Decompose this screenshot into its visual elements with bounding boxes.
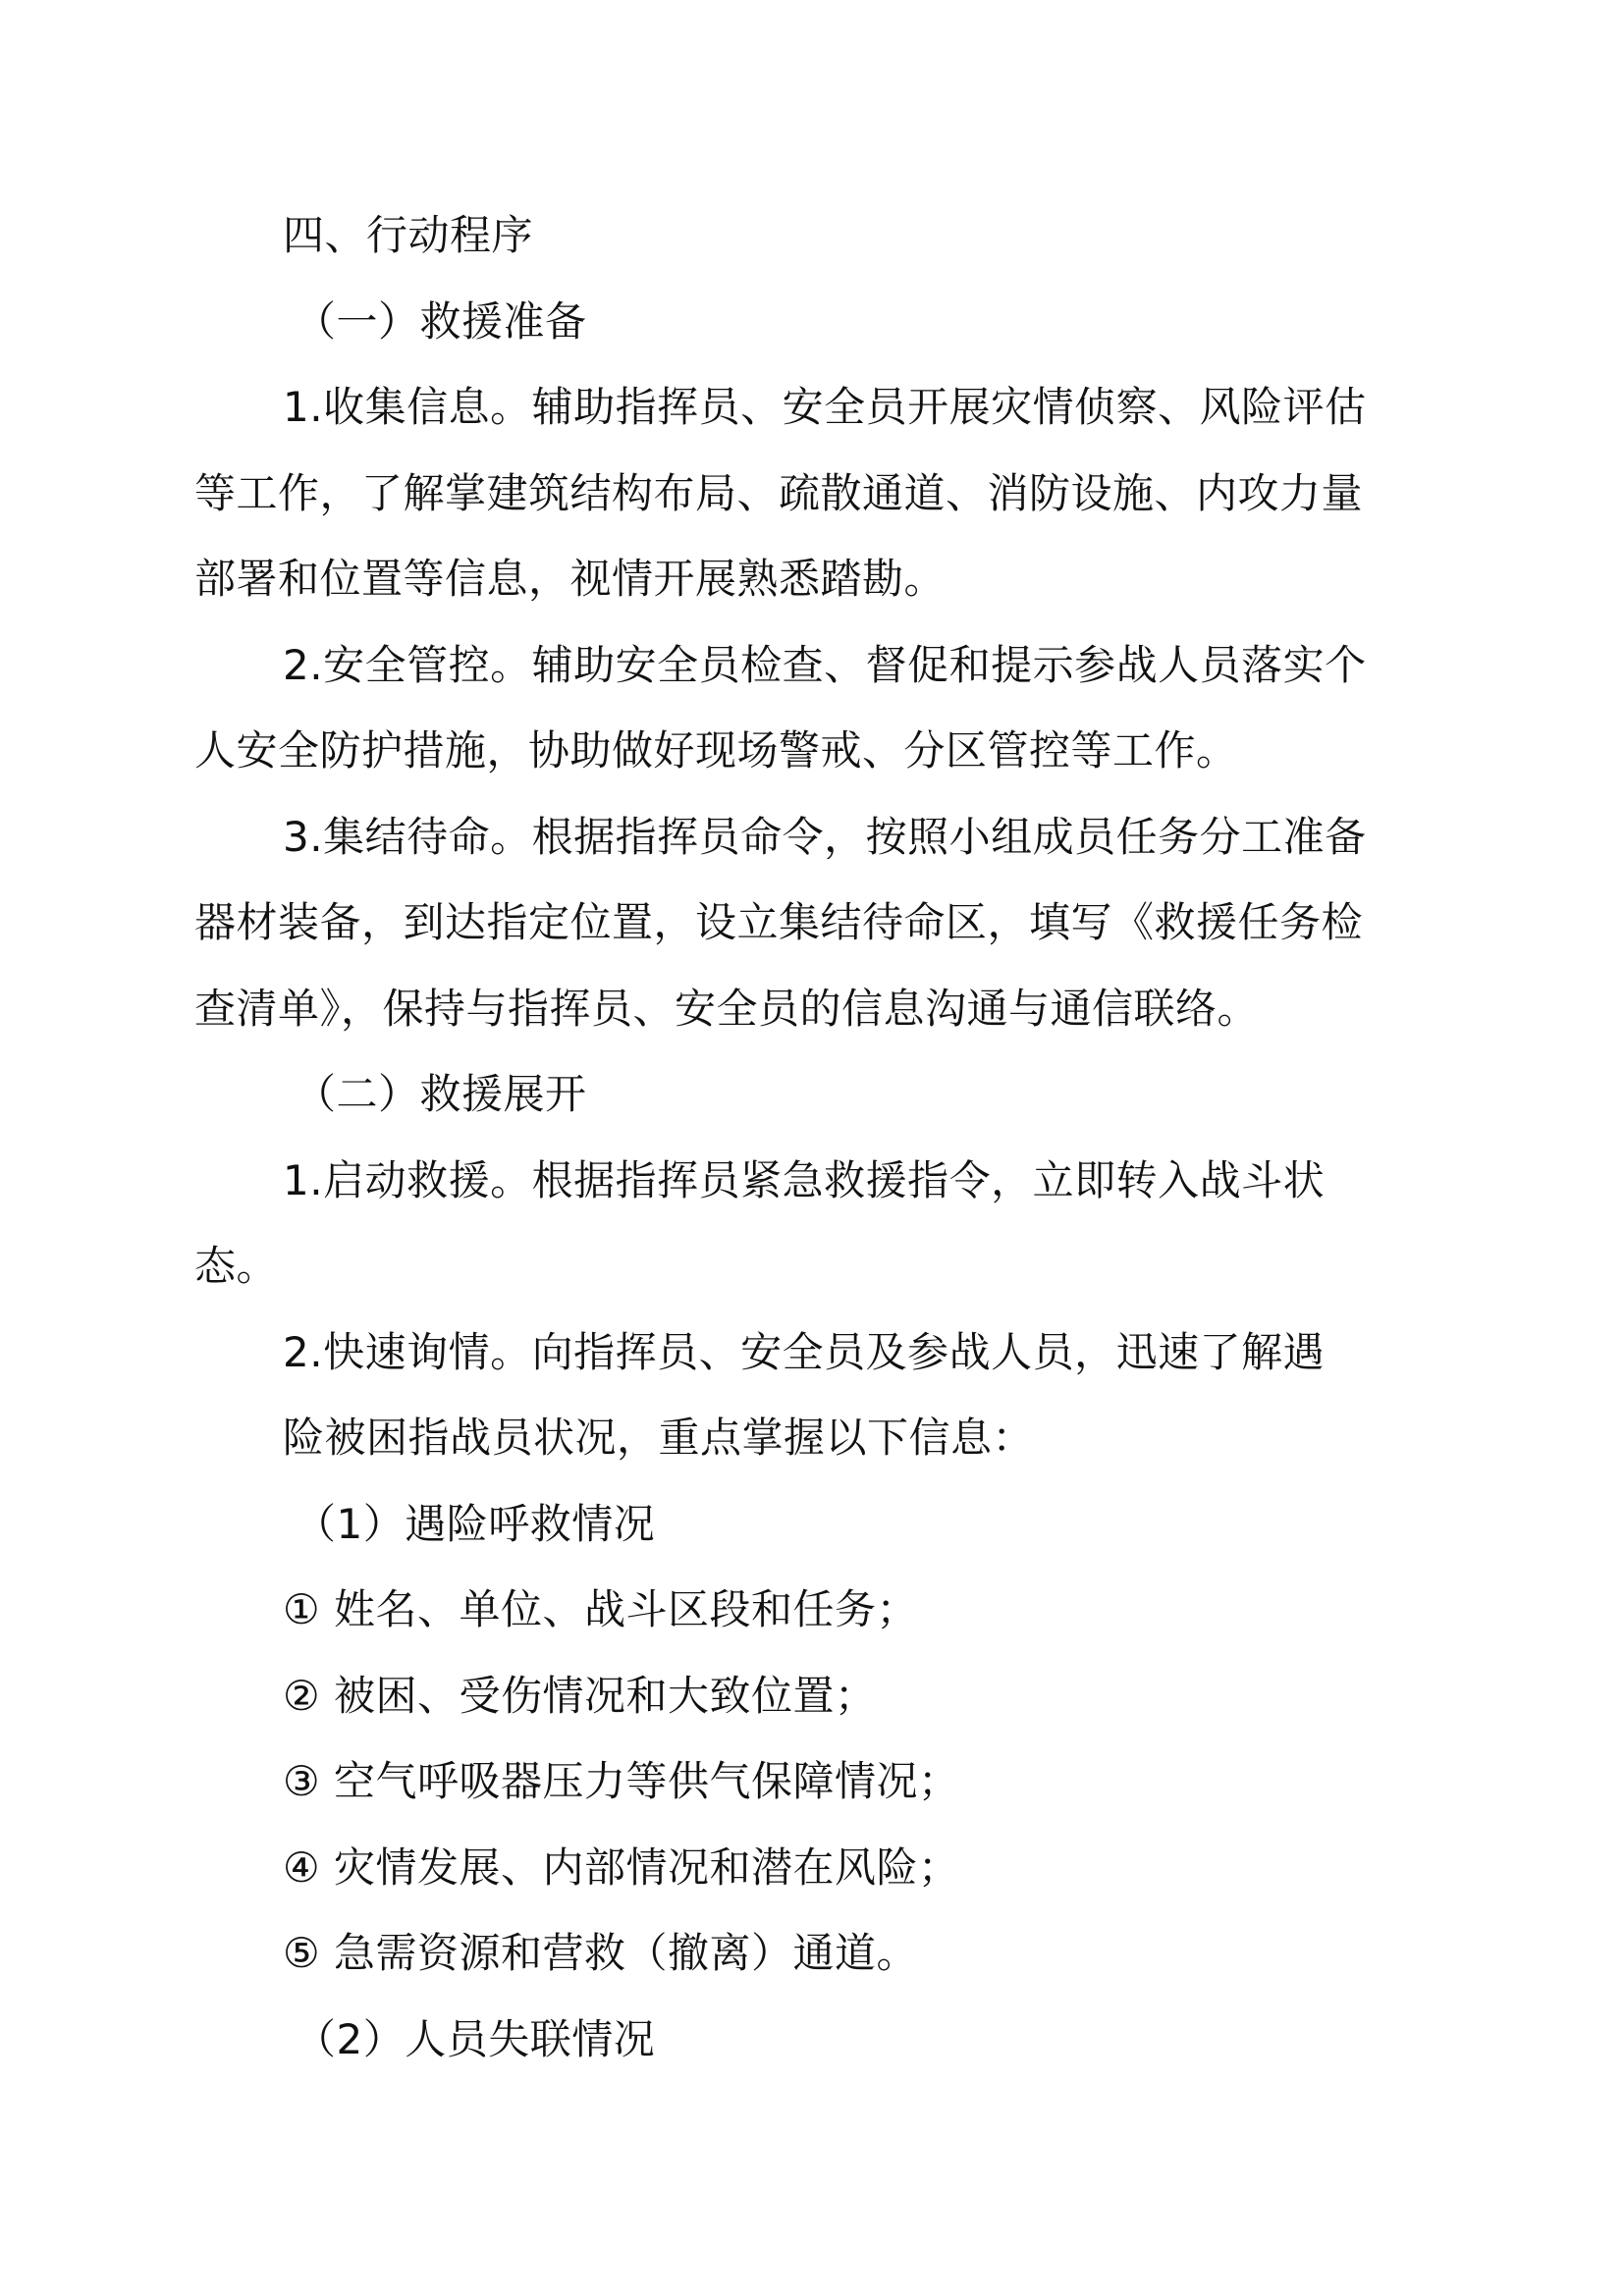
list-item: ⑤ 急需资源和营救（撤离）通道。 <box>283 1929 919 1977</box>
list-item: ④ 灾情发展、内部情况和潜在风险； <box>283 1843 960 1892</box>
paragraph-line: 态。 <box>194 1242 279 1290</box>
section-heading: 四、行动程序 <box>283 211 534 259</box>
subsection-title-preparation: （一）救援准备 <box>295 297 587 346</box>
paragraph-line: 2.安全管控。辅助安全员检查、督促和提示参战人员落实个 <box>283 641 1367 689</box>
subsection-title-deployment: （二）救援展开 <box>295 1070 587 1118</box>
paragraph-line: 2.快速询情。向指挥员、安全员及参战人员，迅速了解遇 <box>283 1328 1326 1376</box>
paragraph-line: 部署和位置等信息，视情开展熟悉踏勘。 <box>194 555 947 603</box>
paragraph-line: 险被困指战员状况，重点掌握以下信息： <box>283 1414 1035 1462</box>
paragraph-line: 1.收集信息。辅助指挥员、安全员开展灾情侦察、风险评估 <box>283 383 1367 431</box>
paragraph-line: 3.集结待命。根据指挥员命令，按照小组成员任务分工准备 <box>283 813 1367 861</box>
paragraph-line: 1.启动救援。根据指挥员紧急救援指令，立即转入战斗状 <box>283 1156 1326 1204</box>
list-item: ② 被困、受伤情况和大致位置； <box>283 1672 877 1720</box>
sub-item-title: （2）人员失联情况 <box>295 2015 656 2063</box>
list-item: ① 姓名、单位、战斗区段和任务； <box>283 1585 919 1633</box>
paragraph-line: 查清单》，保持与指挥员、安全员的信息沟通与通信联络。 <box>194 985 1260 1033</box>
paragraph-line: 人安全防护措施，协助做好现场警戒、分区管控等工作。 <box>194 726 1238 774</box>
paragraph-line: 等工作，了解掌建筑结构布局、疏散通道、消防设施、内攻力量 <box>194 469 1364 517</box>
paragraph-line: 器材装备，到达指定位置，设立集结待命区，填写《救援任务检 <box>194 898 1364 946</box>
sub-item-title: （1）遇险呼救情况 <box>295 1500 656 1548</box>
list-item: ③ 空气呼吸器压力等供气保障情况； <box>283 1757 960 1805</box>
